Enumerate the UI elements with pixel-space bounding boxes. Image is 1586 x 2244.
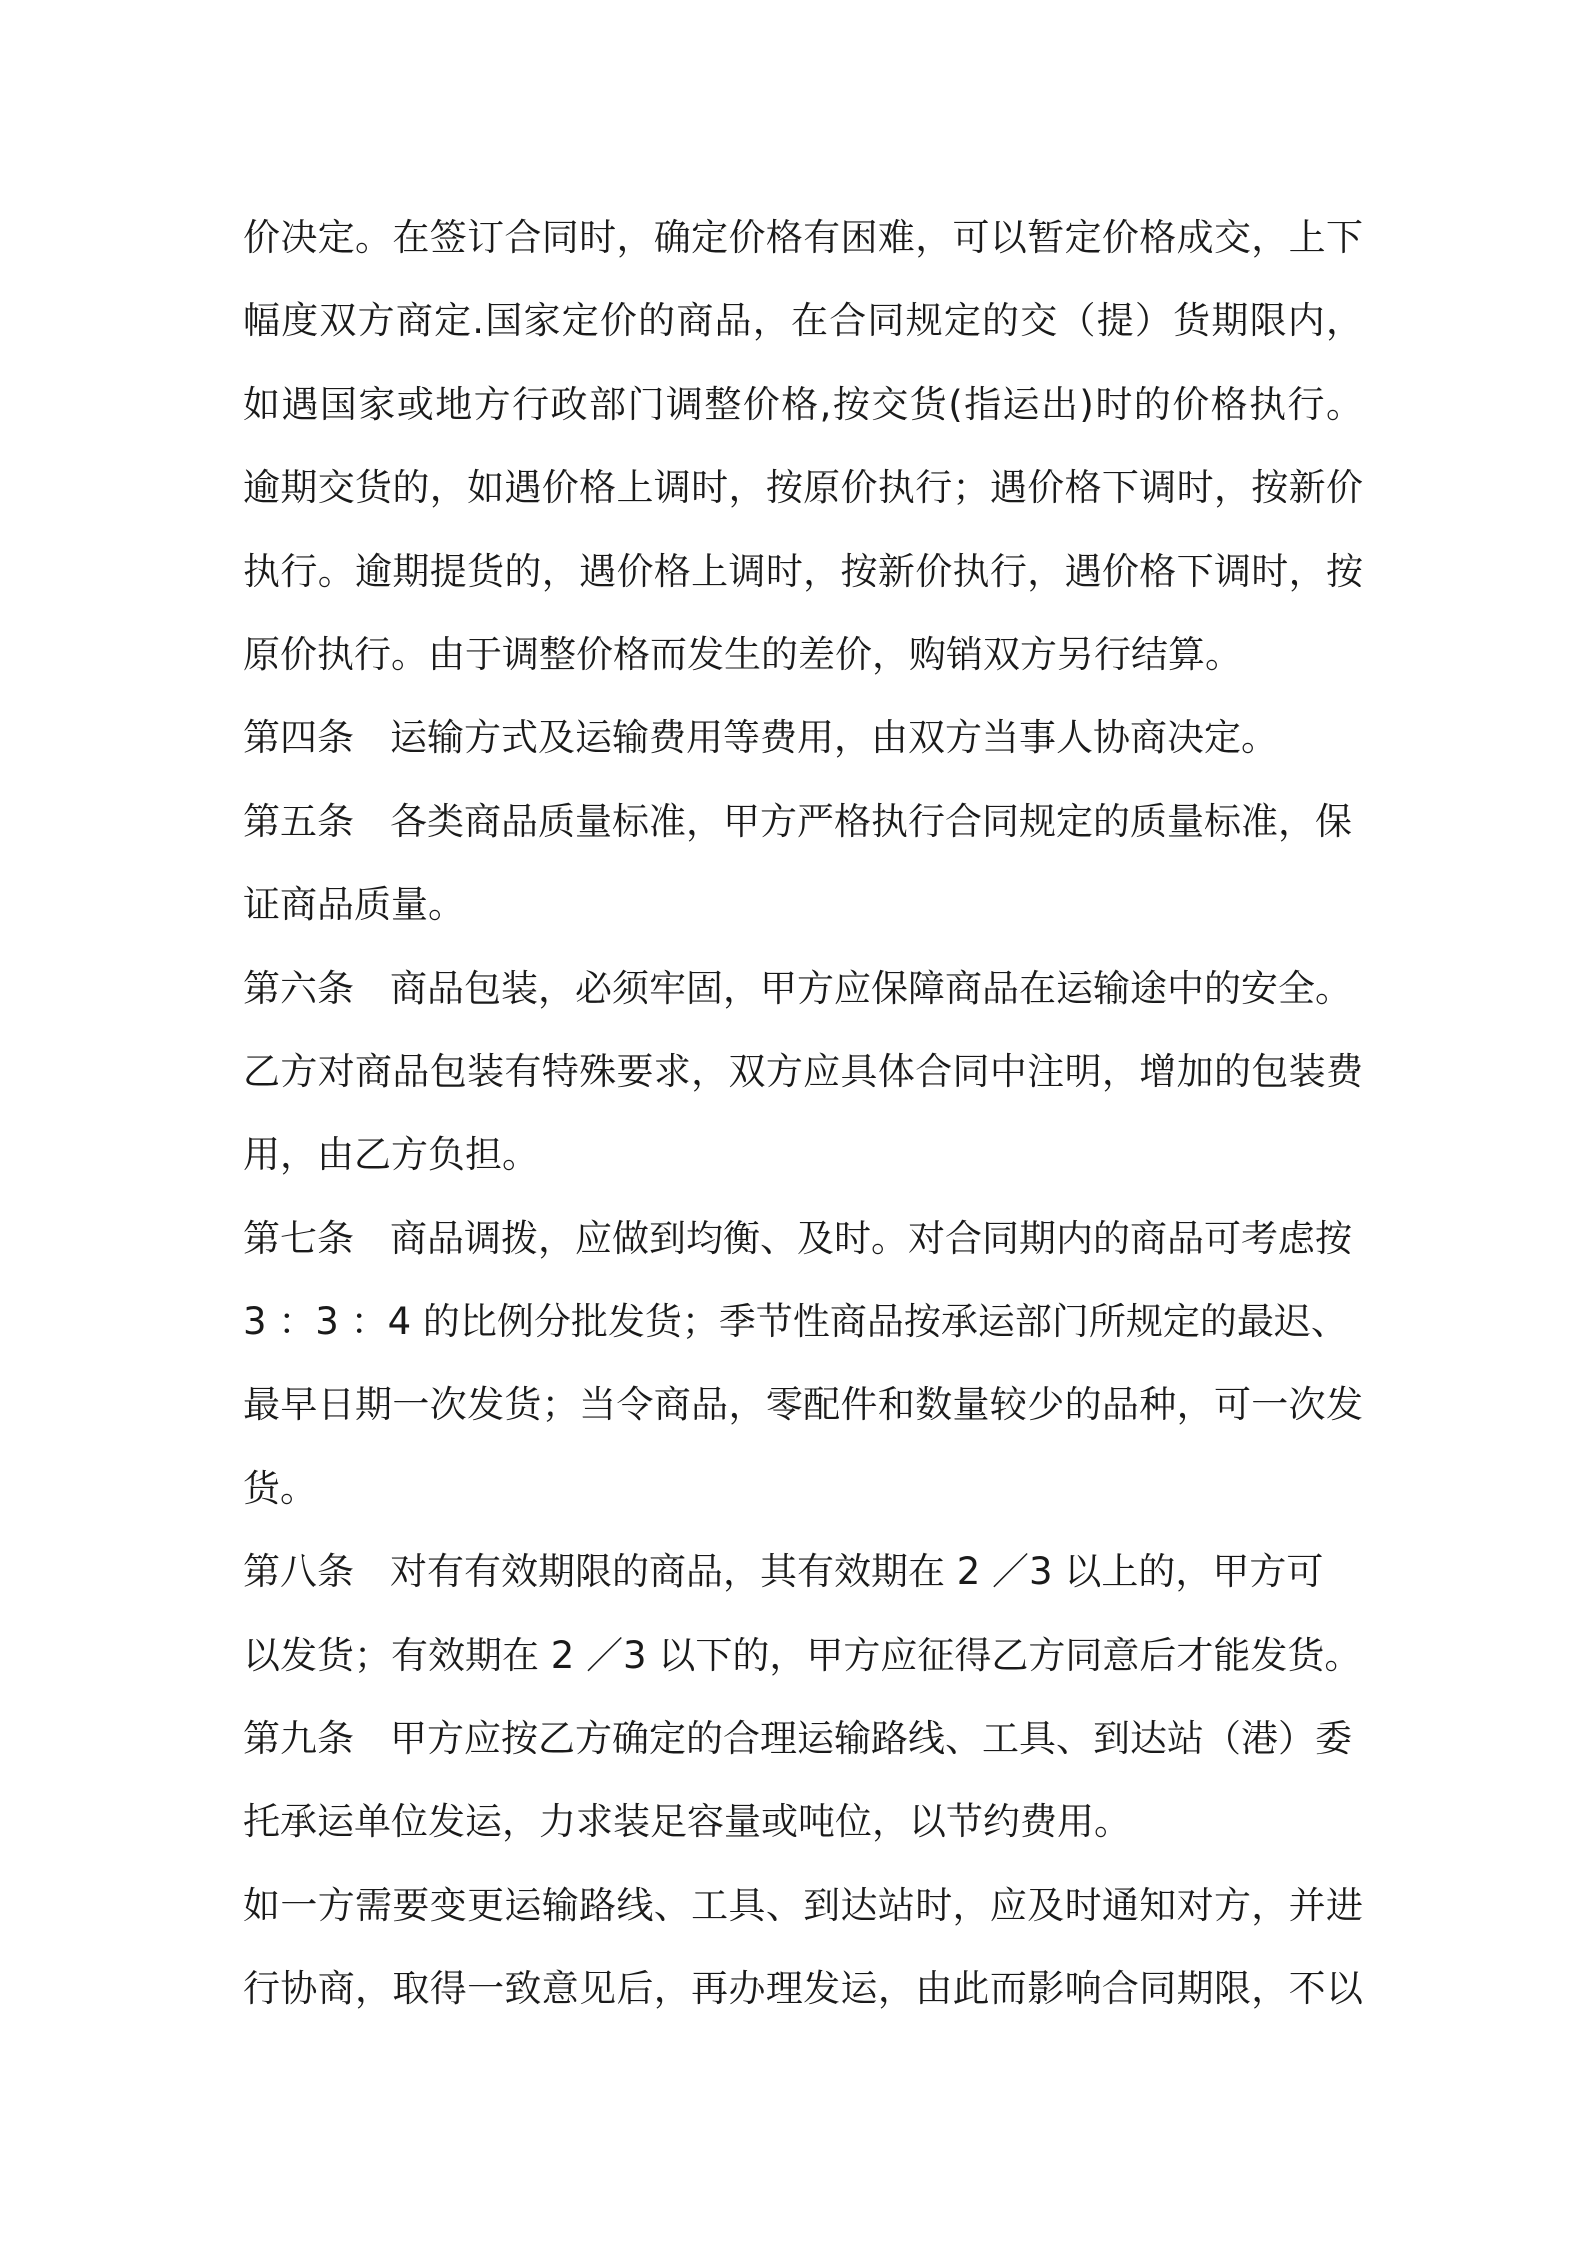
article-text: 运输方式及运输费用等费用，由双方当事人协商决定。 [390,716,1278,760]
text-line: 行协商，取得一致意见后，再办理发运，由此而影响合同期限，不以 [243,1967,1363,2011]
article-label: 第六条 [243,966,354,1010]
text-line: 用，由乙方负担。 [243,1133,539,1177]
text-line: 如遇国家或地方行政部门调整价格,按交货(指运出)时的价格执行。 [243,382,1363,426]
article-text: 商品调拨，应做到均衡、及时。对合同期内的商品可考虑按 [390,1216,1352,1260]
article-text: 甲方应按乙方确定的合理运输路线、工具、到达站（港）委 [390,1717,1352,1761]
text-line: 乙方对商品包装有特殊要求，双方应具体合同中注明，增加的包装费 [243,1049,1363,1093]
article-label: 第九条 [243,1717,354,1761]
article-text: 商品包装，必须牢固，甲方应保障商品在运输途中的安全。 [390,966,1352,1010]
article-4-line [243,696,1363,779]
text-line: 原价执行。由于调整价格而发生的差价，购销双方另行结算。 [243,632,1242,676]
text-line: 托承运单位发运，力求装足容量或吨位，以节约费用。 [243,1800,1131,1844]
text-line: 证商品质量。 [243,883,465,927]
article-6-line [243,947,1363,1030]
text-line: 幅度双方商定.国家定价的商品，在合同规定的交（提）货期限内， [243,299,1363,343]
text-line: 货。 [243,1466,317,1510]
text-line: 逾期交货的，如遇价格上调时，按原价执行；遇价格下调时，按新价 [243,466,1363,510]
text-line: 价决定。在签订合同时，确定价格有困难，可以暂定价格成交，上下 [243,216,1363,259]
article-8-line [243,1530,1363,1613]
text-line: 最早日期一次发货；当令商品，零配件和数量较少的品种，可一次发 [243,1383,1363,1427]
article-text: 对有有效期限的商品，其有效期在 2 ／3 以上的，甲方可 [390,1550,1324,1594]
document-body [243,196,1363,2031]
article-label: 第五条 [243,799,354,843]
article-5-line [243,780,1363,863]
article-label: 第七条 [243,1216,354,1260]
article-7-line [243,1197,1363,1280]
article-label: 第八条 [243,1550,354,1594]
article-9-line [243,1697,1363,1780]
text-line: 执行。逾期提货的，遇价格上调时，按新价执行，遇价格下调时，按 [243,549,1363,593]
article-text: 各类商品质量标准，甲方严格执行合同规定的质量标准，保 [390,799,1352,843]
text-line: 以发货；有效期在 2 ／3 以下的，甲方应征得乙方同意后才能发货。 [243,1633,1362,1677]
text-line: 如一方需要变更运输路线、工具、到达站时，应及时通知对方，并进 [243,1883,1363,1927]
article-label: 第四条 [243,716,354,760]
text-line: 3 ：3 ：4 的比例分批发货；季节性商品按承运部门所规定的最迟、 [243,1300,1348,1344]
